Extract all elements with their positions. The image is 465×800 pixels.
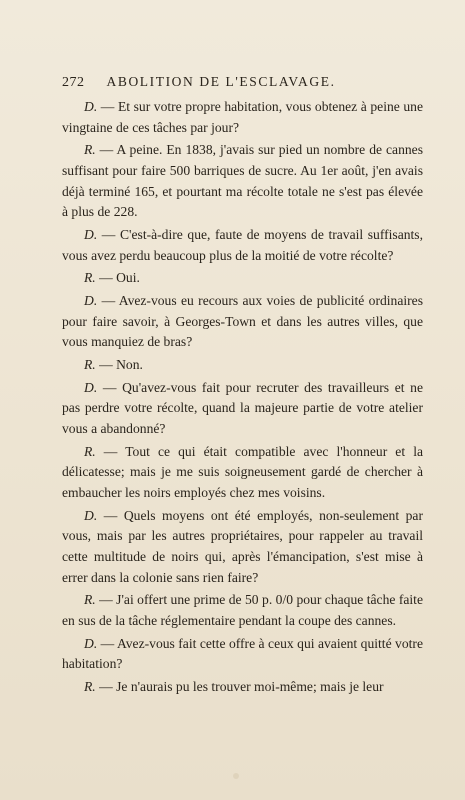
page-number: 272 xyxy=(62,75,85,90)
paragraph-text: — Je n'aurais pu les trouver moi-même; mais je leur xyxy=(95,679,384,695)
running-title: ABOLITION DE L'ESCLAVAGE. xyxy=(106,74,336,89)
speaker-label: R. xyxy=(84,142,96,158)
paragraph xyxy=(62,634,423,675)
speaker-label: D. xyxy=(84,507,98,523)
paragraph-text: — Oui. xyxy=(95,270,140,286)
paragraph xyxy=(62,140,423,222)
paragraph xyxy=(62,506,423,588)
paragraph-text: — Avez-vous eu recours aux voies de publicité ordinaires pour faire savoir, à Georges-Town et dans les autres villes, que vous manquiez de bras? xyxy=(62,293,423,350)
paragraph-text: — Et sur votre propre habitation, vous obtenez à peine une vingtaine de ces tâches par jour? xyxy=(62,99,423,135)
paragraph-text: — Non. xyxy=(95,357,143,373)
paragraph xyxy=(62,442,423,504)
speaker-label: D. xyxy=(84,293,98,309)
paragraph xyxy=(62,97,423,138)
paragraph xyxy=(62,291,423,353)
paragraph xyxy=(62,268,423,289)
page-body xyxy=(62,97,423,700)
paragraph-text: — A peine. En 1838, j'avais sur pied un nombre de cannes suffisant pour faire 500 barriques de sucre. Au 1er août, j'en avais déjà terminé 165, et pourtant ma récolte totale ne s'est pas élevée à plus de 228. xyxy=(62,142,423,220)
paragraph xyxy=(62,590,423,631)
paragraph-text: — Tout ce qui était compatible avec l'honneur et la délicatesse; mais je me suis soigneusement gardé de chercher à embaucher les noirs employés chez mes voisins. xyxy=(62,443,423,500)
paragraph-text: — Quels moyens ont été employés, non-seulement par vous, mais par les autres propriétaires, pour rappeler au travail cette multitude de noirs qui, après l'émancipation, s'est mise à errer dans la colonie sans rien faire? xyxy=(62,507,423,585)
speaker-label: D. xyxy=(84,99,98,114)
paragraph xyxy=(62,225,423,266)
speaker-label: D. xyxy=(84,635,98,651)
paper-spot xyxy=(233,773,239,779)
speaker-label: R. xyxy=(84,357,96,373)
speaker-label: R. xyxy=(84,270,96,286)
paragraph-text: — Avez-vous fait cette offre à ceux qui avaient quitté votre habitation? xyxy=(62,635,423,672)
speaker-label: D. xyxy=(84,226,98,242)
paragraph-text: — Qu'avez-vous fait pour recruter des travailleurs et ne pas perdre votre récolte, quand la majeure partie de votre atelier vous a abandonné? xyxy=(62,379,423,437)
paragraph-text: — C'est-à-dire que, faute de moyens de travail suffisants, vous avez perdu beaucoup plus de la moitié de votre récolte? xyxy=(62,226,423,263)
paragraph xyxy=(62,677,423,698)
speaker-label: R. xyxy=(84,592,96,608)
paragraph xyxy=(62,378,423,440)
page-header xyxy=(62,74,422,91)
speaker-label: D. xyxy=(84,379,98,395)
speaker-label: R. xyxy=(84,679,96,695)
speaker-label: R. xyxy=(84,443,96,459)
paragraph-text: — J'ai offert une prime de 50 p. 0/0 pour chaque tâche faite en sus de la tâche réglementaire pendant la coupe des cannes. xyxy=(62,592,423,628)
paragraph xyxy=(62,355,423,376)
